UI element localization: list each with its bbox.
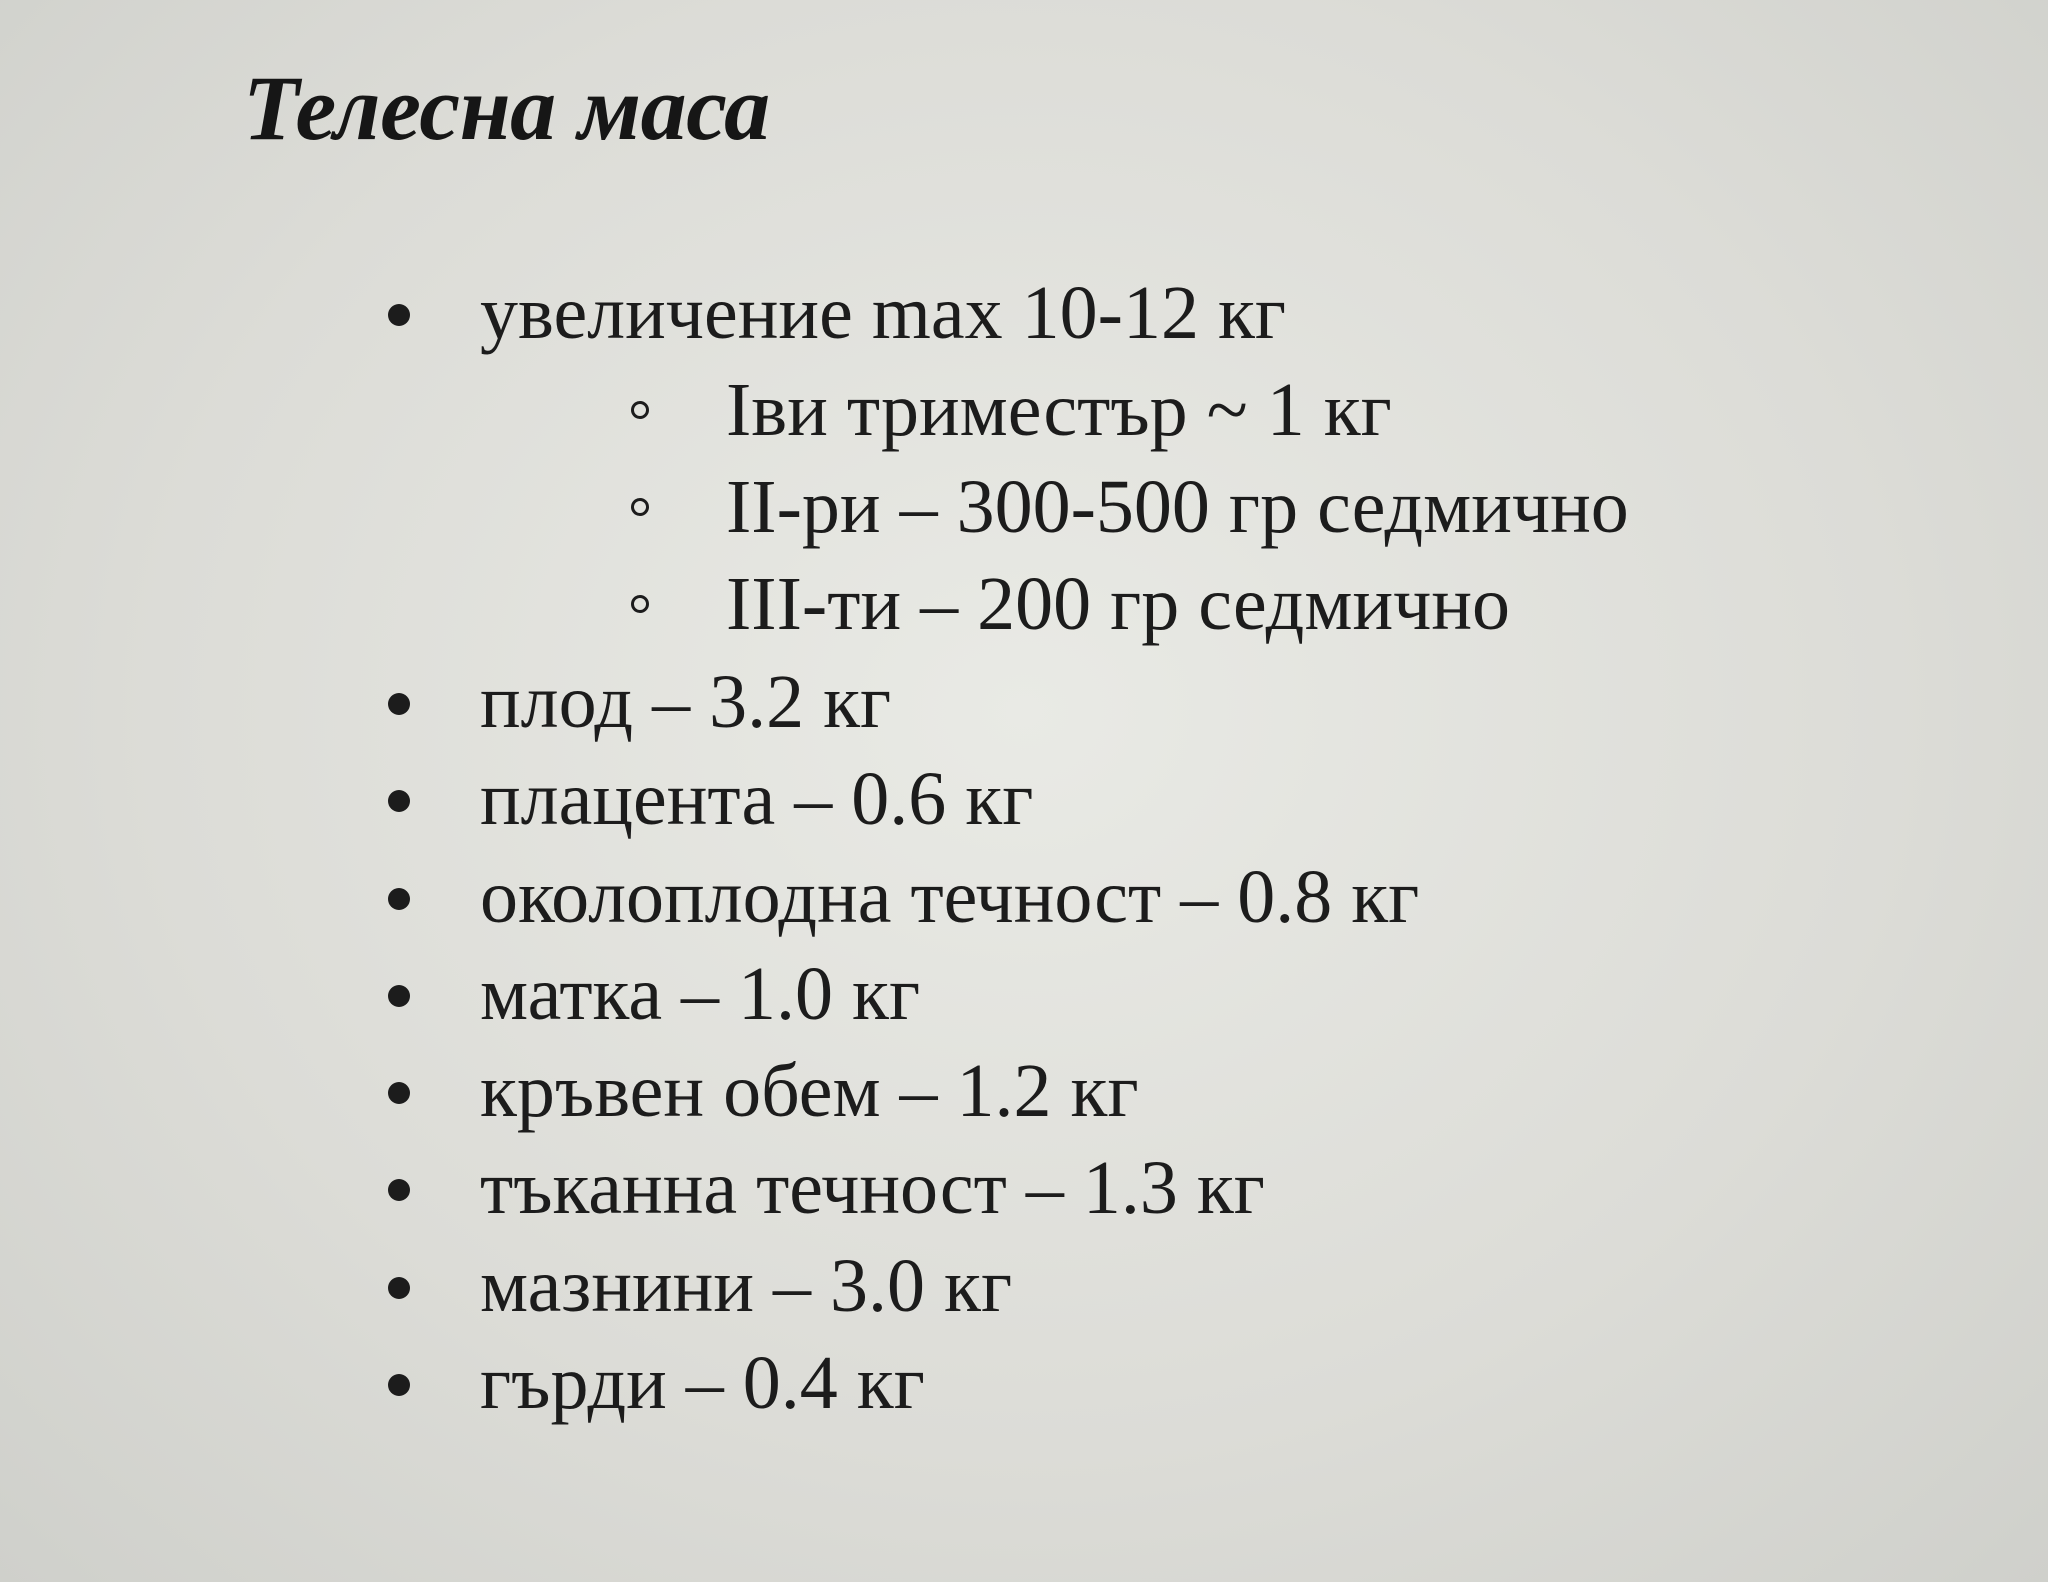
sub-list-item-text: Іви триместър ~ 1 кг (726, 368, 1392, 452)
bullet-icon (388, 888, 410, 910)
hollow-bullet-icon (631, 595, 649, 613)
sub-list-item (0, 559, 2048, 649)
sub-list-item-text: ІІІ-ти – 200 гр седмично (726, 562, 1511, 646)
bullet-icon (388, 1374, 410, 1396)
list-item (0, 1241, 2048, 1331)
hollow-bullet-icon (631, 498, 649, 516)
list-item-text: плацента – 0.6 кг (480, 757, 1034, 841)
bullet-icon (388, 1082, 410, 1104)
list-item-text: плод – 3.2 кг (480, 660, 892, 744)
list-item-text: околоплодна течност – 0.8 кг (480, 855, 1420, 939)
list-item (0, 268, 2048, 358)
page-title: Телесна маса (243, 57, 770, 159)
list-item-text: мазнини – 3.0 кг (480, 1244, 1013, 1328)
bullet-icon (388, 790, 410, 812)
sub-list-item-text: ІІ-ри – 300-500 гр седмично (726, 465, 1629, 549)
bullet-icon (388, 304, 410, 326)
list-item (0, 1046, 2048, 1136)
list-item-text: увеличение max 10-12 кг (480, 271, 1287, 355)
list-item-text: матка – 1.0 кг (480, 952, 921, 1036)
list-item (0, 852, 2048, 942)
list-item-text: кръвен обем – 1.2 кг (480, 1049, 1139, 1133)
list-item-text: тъканна течност – 1.3 кг (480, 1146, 1265, 1230)
bullet-icon (388, 1179, 410, 1201)
list-item-text: гърди – 0.4 кг (480, 1341, 925, 1425)
list-item (0, 949, 2048, 1039)
list-item (0, 754, 2048, 844)
bullet-icon (388, 1277, 410, 1299)
sub-list-item (0, 462, 2048, 552)
bullet-icon (388, 693, 410, 715)
list-item (0, 657, 2048, 747)
list-item (0, 1143, 2048, 1233)
bullet-icon (388, 985, 410, 1007)
list-item (0, 1338, 2048, 1428)
sub-list-item (0, 365, 2048, 455)
hollow-bullet-icon (631, 401, 649, 419)
